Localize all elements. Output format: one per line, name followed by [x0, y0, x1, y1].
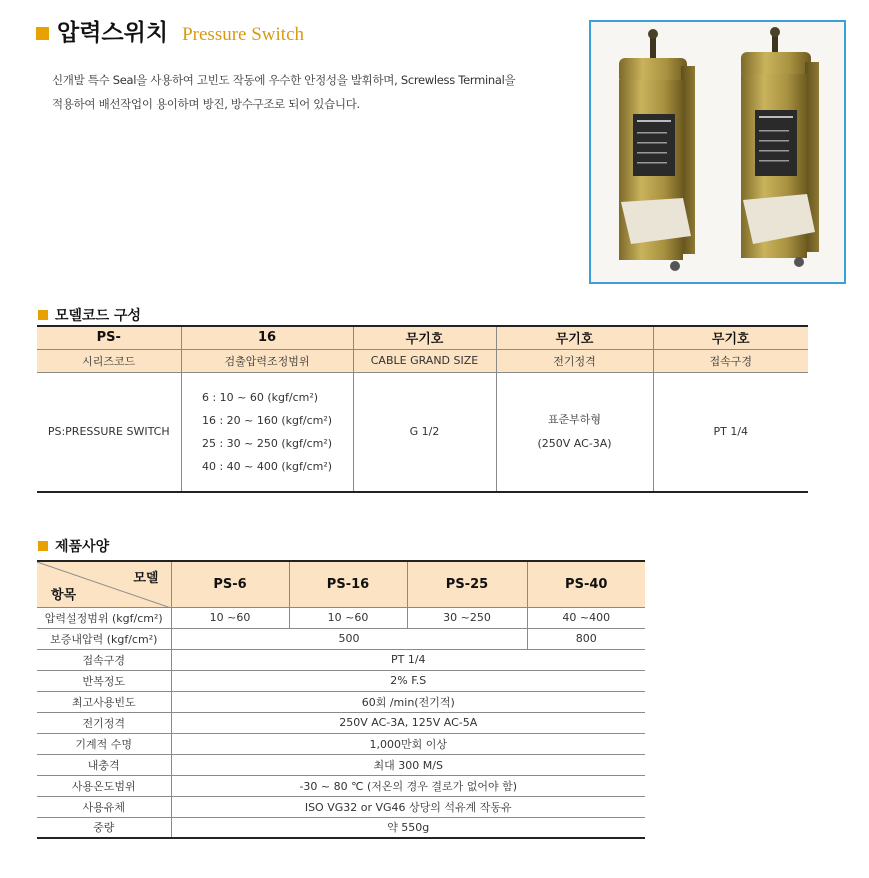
spec-value: PT 1/4 — [171, 649, 645, 670]
spec-value: -30 ~ 80 ℃ (저온의 경우 결로가 없어야 함) — [171, 775, 645, 796]
spec-value: 30 ~250 — [407, 607, 527, 628]
title-korean: 압력스위치 — [57, 20, 169, 46]
cable-size-cell: G 1/2 — [353, 372, 496, 492]
spec-label: 중량 — [37, 817, 171, 838]
spec-label: 전기정격 — [37, 712, 171, 733]
spec-table — [37, 560, 645, 839]
table-row — [37, 349, 808, 372]
table-row — [37, 817, 645, 838]
model-header: PS-16 — [289, 561, 407, 607]
range-cell — [181, 372, 353, 492]
product-photo — [589, 20, 846, 284]
spec-value: 10 ~60 — [289, 607, 407, 628]
spec-value: 약 550g — [171, 817, 645, 838]
table-row — [37, 670, 645, 691]
port-cell: PT 1/4 — [653, 372, 808, 492]
spec-value: ISO VG32 or VG46 상당의 석유계 작동유 — [171, 796, 645, 817]
title-english: Pressure Switch — [182, 24, 304, 45]
model-header: PS-40 — [527, 561, 645, 607]
spec-value: 800 — [527, 628, 645, 649]
code-subheader: 전기정격 — [496, 349, 653, 372]
spec-value: 60회 /min(전기적) — [171, 691, 645, 712]
code-subheader: 시리즈코드 — [37, 349, 181, 372]
spec-label: 사용유체 — [37, 796, 171, 817]
spec-label: 접속구경 — [37, 649, 171, 670]
code-subheader: 검출압력조정범위 — [181, 349, 353, 372]
table-row — [37, 561, 645, 607]
model-header: PS-6 — [171, 561, 289, 607]
spec-label: 사용온도범위 — [37, 775, 171, 796]
pressure-switch-illustration — [591, 22, 844, 282]
range-item: 25 : 30 ~ 250 (kgf/cm²) — [201, 436, 333, 450]
range-item: 40 : 40 ~ 400 (kgf/cm²) — [201, 459, 333, 473]
spec-value: 10 ~60 — [171, 607, 289, 628]
corner-header — [37, 561, 171, 607]
spec-value: 250V AC-3A, 125V AC-5A — [171, 712, 645, 733]
table-row — [37, 649, 645, 670]
spec-label: 반복정도 — [37, 670, 171, 691]
code-subheader: CABLE GRAND SIZE — [353, 349, 496, 372]
spec-value: 1,000만회 이상 — [171, 733, 645, 754]
page-title — [36, 14, 304, 47]
spec-label: 보증내압력 (kgf/cm²) — [37, 628, 171, 649]
code-header: PS- — [37, 326, 181, 349]
model-header: PS-25 — [407, 561, 527, 607]
code-header: 무기호 — [353, 326, 496, 349]
description-line: 적용하여 배선작업이 용이하며 방진, 방수구조로 되어 있습니다. — [52, 97, 360, 111]
spec-label: 내충격 — [37, 754, 171, 775]
table-row — [37, 628, 645, 649]
spec-value: 최대 300 M/S — [171, 754, 645, 775]
range-item: 16 : 20 ~ 160 (kgf/cm²) — [201, 413, 333, 427]
table-row — [37, 607, 645, 628]
corner-model-label: 모델 — [133, 571, 159, 586]
series-cell: PS:PRESSURE SWITCH — [37, 372, 181, 492]
table-row — [37, 754, 645, 775]
table-row — [37, 326, 808, 349]
spec-value: 2% F.S — [171, 670, 645, 691]
table-row — [37, 733, 645, 754]
title-bullet-icon — [36, 27, 49, 40]
rating-cell — [496, 372, 653, 492]
rating-line: (250V AC-3A) — [537, 436, 612, 450]
code-subheader: 접속구경 — [653, 349, 808, 372]
code-header: 16 — [181, 326, 353, 349]
model-code-table — [37, 325, 808, 493]
spec-label: 압력설정범위 (kgf/cm²) — [37, 607, 171, 628]
table-row — [37, 712, 645, 733]
section-bullet-icon — [38, 310, 48, 320]
section-title-model-code: 모델코드 구성 — [38, 305, 141, 325]
table-row — [37, 775, 645, 796]
product-description — [52, 68, 572, 116]
table-row — [37, 372, 808, 492]
spec-label: 기계적 수명 — [37, 733, 171, 754]
table-row — [37, 796, 645, 817]
corner-item-label: 항목 — [51, 587, 77, 603]
spec-value: 500 — [171, 628, 527, 649]
table-row — [37, 691, 645, 712]
section-bullet-icon — [38, 541, 48, 551]
spec-label: 최고사용빈도 — [37, 691, 171, 712]
rating-line: 표준부하형 — [547, 412, 602, 426]
code-header: 무기호 — [496, 326, 653, 349]
section-title-spec: 제품사양 — [38, 536, 109, 556]
range-item: 6 : 10 ~ 60 (kgf/cm²) — [201, 390, 319, 404]
spec-value: 40 ~400 — [527, 607, 645, 628]
code-header: 무기호 — [653, 326, 808, 349]
description-line: 신개발 특수 Seal을 사용하여 고빈도 작동에 우수한 안정성을 발휘하며, Screwless Terminal을 — [52, 73, 516, 87]
